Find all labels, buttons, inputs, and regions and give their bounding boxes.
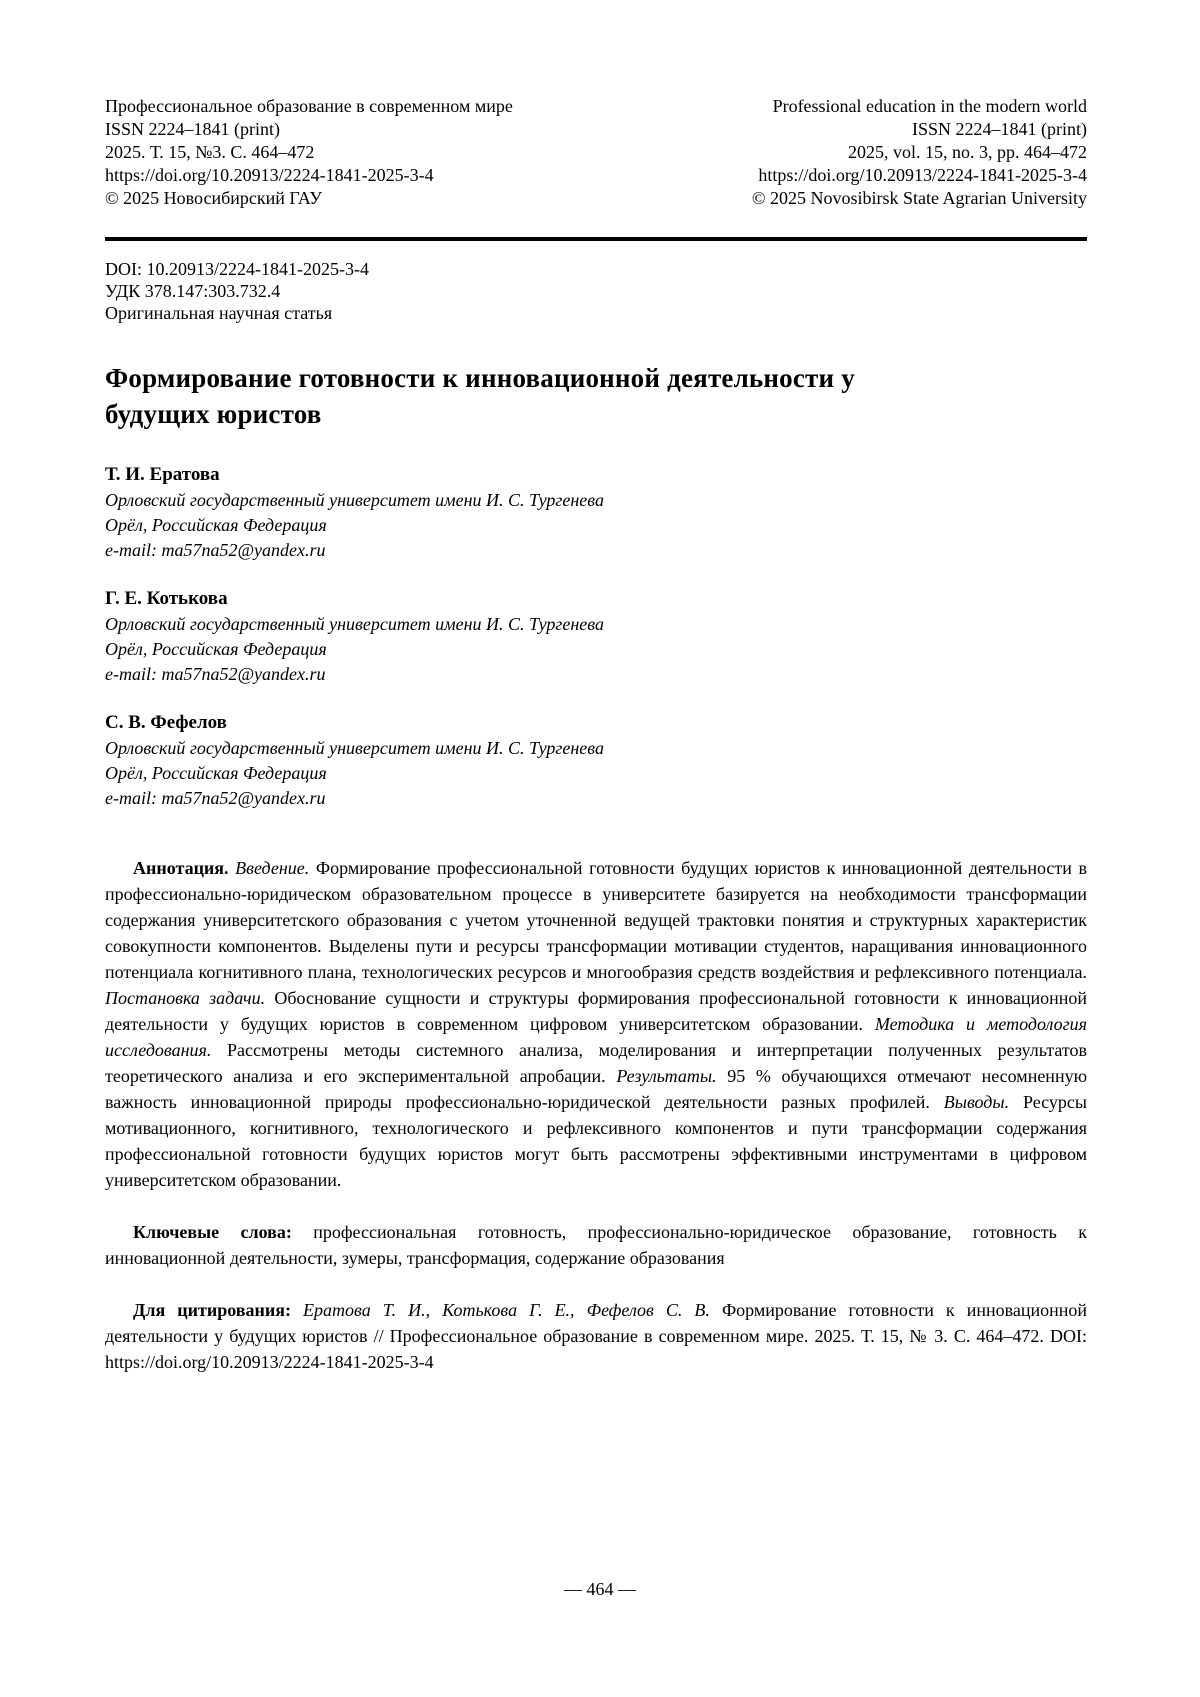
author-name: Т. И. Ератова <box>105 464 220 485</box>
author-email[interactable]: e-mail: ma57na52@yandex.ru <box>105 540 326 560</box>
author-email[interactable]: e-mail: ma57na52@yandex.ru <box>105 788 326 808</box>
journal-title-ru: Профессиональное образование в современном мире <box>105 96 513 116</box>
copyright-en: © 2025 Novosibirsk State Agrarian University <box>751 188 1087 208</box>
udk-line: УДК 378.147:303.732.4 <box>105 281 281 301</box>
article-type-line: Оригинальная научная статья <box>105 303 333 323</box>
abstract-section-label: Постановка задачи. <box>105 988 266 1008</box>
abstract-section-label: Выводы. <box>943 1092 1010 1112</box>
author-city: Орёл, Российская Федерация <box>105 639 327 659</box>
abstract-section-label: Методика и методология исследования. <box>105 1014 1088 1060</box>
doi-url-en[interactable]: https://doi.org/10.20913/2224-1841-2025-3-4 <box>758 165 1087 185</box>
keywords-paragraph <box>105 1219 1087 1271</box>
issn-en: ISSN 2224–1841 (print) <box>912 119 1087 139</box>
abstract-section-label: Введение. <box>235 858 310 878</box>
abstract-label: Аннотация. <box>133 858 229 878</box>
journal-header-ru <box>105 95 513 210</box>
article-meta <box>105 258 1087 324</box>
author-block <box>105 710 1087 811</box>
author-block <box>105 462 1087 563</box>
issue-info-ru: 2025. Т. 15, №3. С. 464–472 <box>105 142 315 162</box>
keywords-text: профессиональная готовность, профессионально-юридическое образование, готовность к инновационной деятельности, зумеры, трансформация, содержание образования <box>105 1222 1087 1268</box>
journal-title-en: Professional education in the modern world <box>772 96 1087 116</box>
abstract-section-text: Рассмотрены методы системного анализа, моделирования и интерпретации полученных результатов теоретического анализа и его экспериментальной апробации. <box>105 1040 1088 1086</box>
issn-ru: ISSN 2224–1841 (print) <box>105 119 280 139</box>
author-affiliation: Орловский государственный университет имени И. С. Тургенева <box>105 490 604 510</box>
abstract-section-label: Результаты. <box>616 1066 717 1086</box>
abstract-section-text: 95 % обучающихся отмечают несомненную важность инновационной природы профессионально-юридической деятельности разных профилей. <box>105 1066 1088 1112</box>
author-name: С. В. Фефелов <box>105 712 227 733</box>
author-city: Орёл, Российская Федерация <box>105 763 327 783</box>
article-title: Формирование готовности к инновационной деятельности у будущих юристов <box>105 363 855 429</box>
abstract-paragraph <box>105 855 1087 1193</box>
journal-header <box>105 95 1087 210</box>
author-city: Орёл, Российская Федерация <box>105 515 327 535</box>
author-email[interactable]: e-mail: ma57na52@yandex.ru <box>105 664 326 684</box>
divider-rule <box>105 237 1087 241</box>
abstract-section-text: Обоснование сущности и структуры формирования профессиональной готовности к инновационной деятельности у будущих юристов в современном цифровом университетском образовании. <box>105 988 1087 1034</box>
citation-label: Для цитирования: <box>133 1300 291 1320</box>
copyright-ru: © 2025 Новосибирский ГАУ <box>105 188 323 208</box>
authors-section <box>105 462 1087 811</box>
author-name: Г. Е. Котькова <box>105 588 228 609</box>
journal-header-en <box>752 95 1087 210</box>
abstract-section-text: Ресурсы мотивационного, когнитивного, технологического и рефлексивного компонентов и пути трансформации содержания профессиональной готовности будущих юристов могут быть рассмотрены эффективными инструментами в цифровом университетском образовании. <box>105 1092 1088 1190</box>
citation-paragraph <box>105 1297 1087 1375</box>
doi-line: DOI: 10.20913/2224-1841-2025-3-4 <box>105 259 369 279</box>
doi-url-ru[interactable]: https://doi.org/10.20913/2224-1841-2025-3-4 <box>105 165 434 185</box>
issue-info-en: 2025, vol. 15, no. 3, pp. 464–472 <box>847 142 1087 162</box>
citation-authors: Ератова Т. И., Котькова Г. Е., Фефелов С. В. <box>303 1300 710 1320</box>
citation-text: Формирование готовности к инновационной деятельности у будущих юристов // Профессиональное образование в современном мире. 2025. Т. 15, № 3. С. 464–472. DOI: https://doi.org/10.20913/2224-1841-2025-3-4 <box>105 1300 1088 1372</box>
abstract-section-text: Формирование профессиональной готовности будущих юристов к инновационной деятельности в профессионально-юридическом образовательном процессе в университете базируется на необходимости трансформации содержания университетского образования с учетом уточненной ведущей трактовки понятия и структурных характеристик совокупности компонентов. Выделены пути и ресурсы трансформации мотивации студентов, наращивания инновационного потенциала когнитивного плана, технологических ресурсов и многообразия средств воздействия и рефлексивного потенциала. <box>105 858 1088 982</box>
page-number: — 464 — <box>564 1579 636 1599</box>
author-block <box>105 586 1087 687</box>
author-affiliation: Орловский государственный университет имени И. С. Тургенева <box>105 738 604 758</box>
keywords-label: Ключевые слова: <box>133 1222 292 1242</box>
author-affiliation: Орловский государственный университет имени И. С. Тургенева <box>105 614 604 634</box>
